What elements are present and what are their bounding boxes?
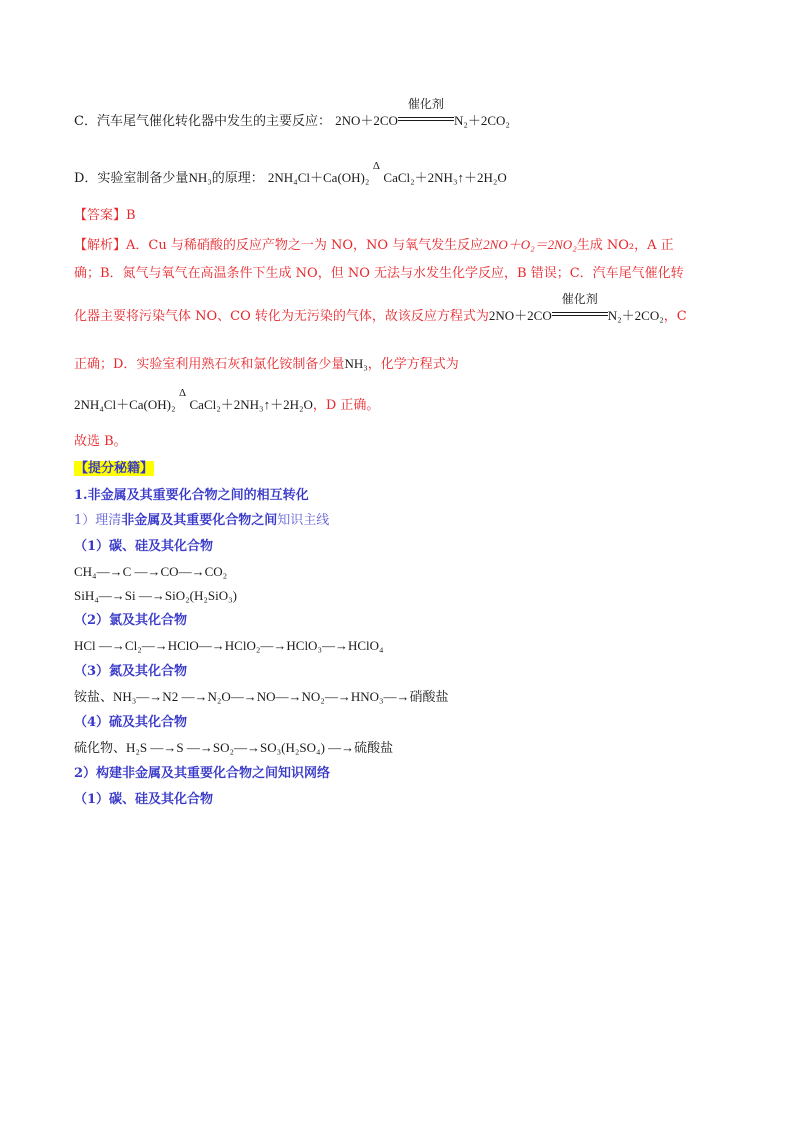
heat-arrow: Δ: [372, 160, 380, 172]
subsection-1: 1）理清非金属及其重要化合物之间知识主线: [74, 513, 330, 528]
heading-chlorine: （2）氯及其化合物: [74, 613, 188, 628]
subsection-2: 2）构建非金属及其重要化合物之间知识网络: [74, 766, 331, 781]
option-c: [74, 97, 510, 131]
analysis-line-2: 确；B．氮气与氧气在高温条件下生成 NO，但 NO 无法与水发生化学反应，B 错误；C．汽车尾气催化转: [74, 266, 684, 281]
analysis-line-4: 正确；D．实验室利用熟石灰和氯化铵制备少量NH₃，化学方程式为: [74, 356, 459, 372]
answer: 【答案】B: [74, 208, 136, 223]
option-d-equation: 2NH₄Cl＋Ca(OH)₂ Δ CaCl₂＋2NH₃↑＋2H₂O: [267, 160, 507, 185]
heading-carbon-network: （1）碳、硅及其化合物: [74, 792, 214, 807]
choose-b: 故选 B。: [74, 434, 127, 449]
option-d: D．实验室制备少量NH₃的原理： 2NH₄Cl＋Ca(OH)₂ Δ CaCl₂＋2NH₃↑＋2H₂O: [74, 160, 507, 186]
analysis-line-1: 【解析】A．Cu 与稀硝酸的反应产物之一为 NO，NO 与氧气发生反应2NO＋O₂＝2NO₂生成 NO₂，A 正: [74, 237, 674, 253]
catalyst-arrow: 催化剂: [398, 112, 454, 130]
chain-carbon-2: SiH₄—→Si —→SiO₂(H₂SiO₃): [74, 588, 237, 603]
analysis-line-5: 2NH₄Cl＋Ca(OH)₂ Δ CaCl₂＋2NH₃↑＋2H₂O，D 正确。: [74, 387, 380, 413]
analysis-heat-equation: 2NH₄Cl＋Ca(OH)₂ Δ CaCl₂＋2NH₃↑＋2H₂O: [74, 387, 313, 412]
tips-badge: 【提分秘籍】: [75, 461, 154, 476]
option-d-text: D．实验室制备少量: [74, 171, 189, 186]
chain-chlorine: HCl —→Cl₂—→HClO—→HClO₂—→HClO₃—→HClO₄: [74, 638, 384, 653]
chain-nitrogen: 铵盐、NH₃—→N2 —→N₂O—→NO—→NO₂—→HNO₃—→硝酸盐: [74, 689, 449, 704]
chain-carbon-1: CH₄—→C —→CO—→CO₂: [74, 564, 228, 579]
chain-sulfur: 硫化物、H₂S —→S —→SO₂—→SO₃(H₂SO₄) —→硫酸盐: [74, 740, 394, 755]
nh3-formula: NH₃: [188, 170, 212, 185]
tips-heading: [74, 460, 154, 478]
option-c-text: C．汽车尾气催化转化器中发生的主要反应：: [74, 114, 331, 129]
analysis-line-3: 化器主要将污染气体 NO、CO 转化为无污染的气体，故该反应方程式为2NO＋2CO 催化剂 N₂＋2CO₂，C: [74, 292, 687, 324]
heading-nitrogen: （3）氮及其化合物: [74, 664, 188, 679]
option-c-equation: 2NO＋2CO 催化剂 N₂＋2CO₂: [335, 97, 510, 128]
no-oxygen-equation: 2NO＋O₂＝2NO₂: [483, 237, 577, 252]
heading-carbon: （1）碳、硅及其化合物: [74, 539, 214, 554]
section-1-title: 1.非金属及其重要化合物之间的相互转化: [74, 488, 309, 503]
analysis-catalyst-equation: 2NO＋2CO 催化剂 N₂＋2CO₂: [488, 292, 664, 323]
heading-sulfur: （4）硫及其化合物: [74, 715, 188, 730]
